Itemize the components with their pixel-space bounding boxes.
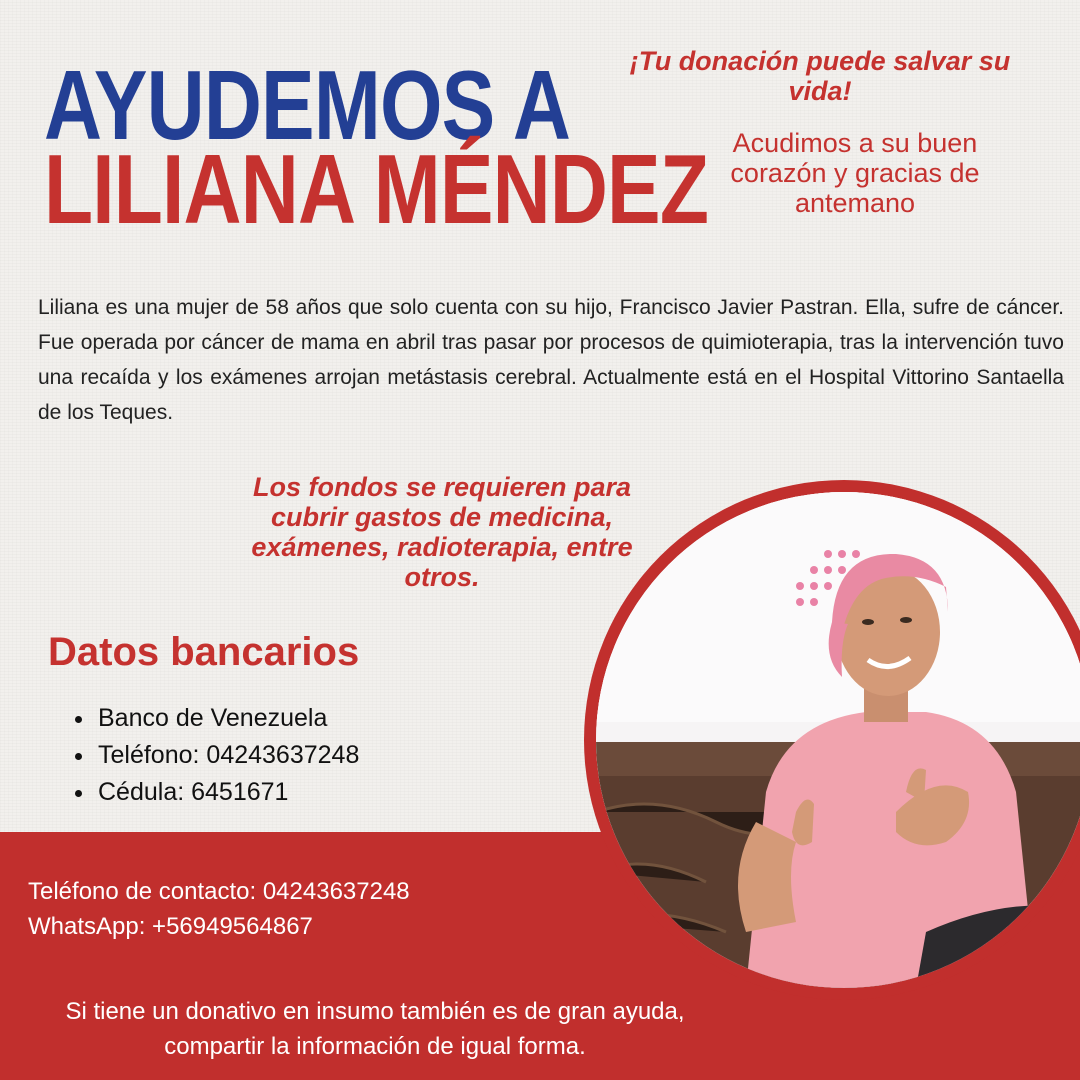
title-line-1: AYUDEMOS A (44, 50, 571, 160)
bank-item-phone: • Teléfono: 04243637248 (96, 737, 359, 774)
bank-item-bank: • Banco de Venezuela (96, 700, 359, 737)
portrait-photo (596, 492, 1080, 988)
bank-details-list (72, 700, 359, 811)
contact-whatsapp: WhatsApp: +56949564867 (28, 913, 313, 940)
contact-block (28, 874, 410, 944)
footer-message: Si tiene un donativo en insumo también es de gran ayuda, compartir la información de igual forma. (65, 998, 685, 1060)
tagline: ¡Tu donación puede salvar su vida! (629, 46, 1011, 106)
contact-phone: Teléfono de contacto: 04243637248 (28, 878, 410, 905)
bank-item-id: • Cédula: 6451671 (96, 774, 359, 811)
portrait-illustration (596, 492, 1080, 988)
bank-details-heading: Datos bancarios (48, 630, 360, 674)
subtagline: Acudimos a su buen corazón y gracias de antemano (730, 128, 980, 218)
title-line-2: LILIANA MÉNDEZ (44, 134, 709, 244)
funds-note: Los fondos se requieren para cubrir gastos de medicina, exámenes, radioterapia, entre otros. (251, 472, 633, 592)
story-paragraph: Liliana es una mujer de 58 años que solo cuenta con su hijo, Francisco Javier Pastran. Ella, sufre de cáncer. Fue operada por cáncer de mama en abril tras pasar por procesos de quimioterapia, tras la intervención tuvo una recaída y los exámenes arrojan metástasis cerebral. Actualmente está en el Hospital Vittorino Santaella de los Teques. (38, 296, 1064, 424)
